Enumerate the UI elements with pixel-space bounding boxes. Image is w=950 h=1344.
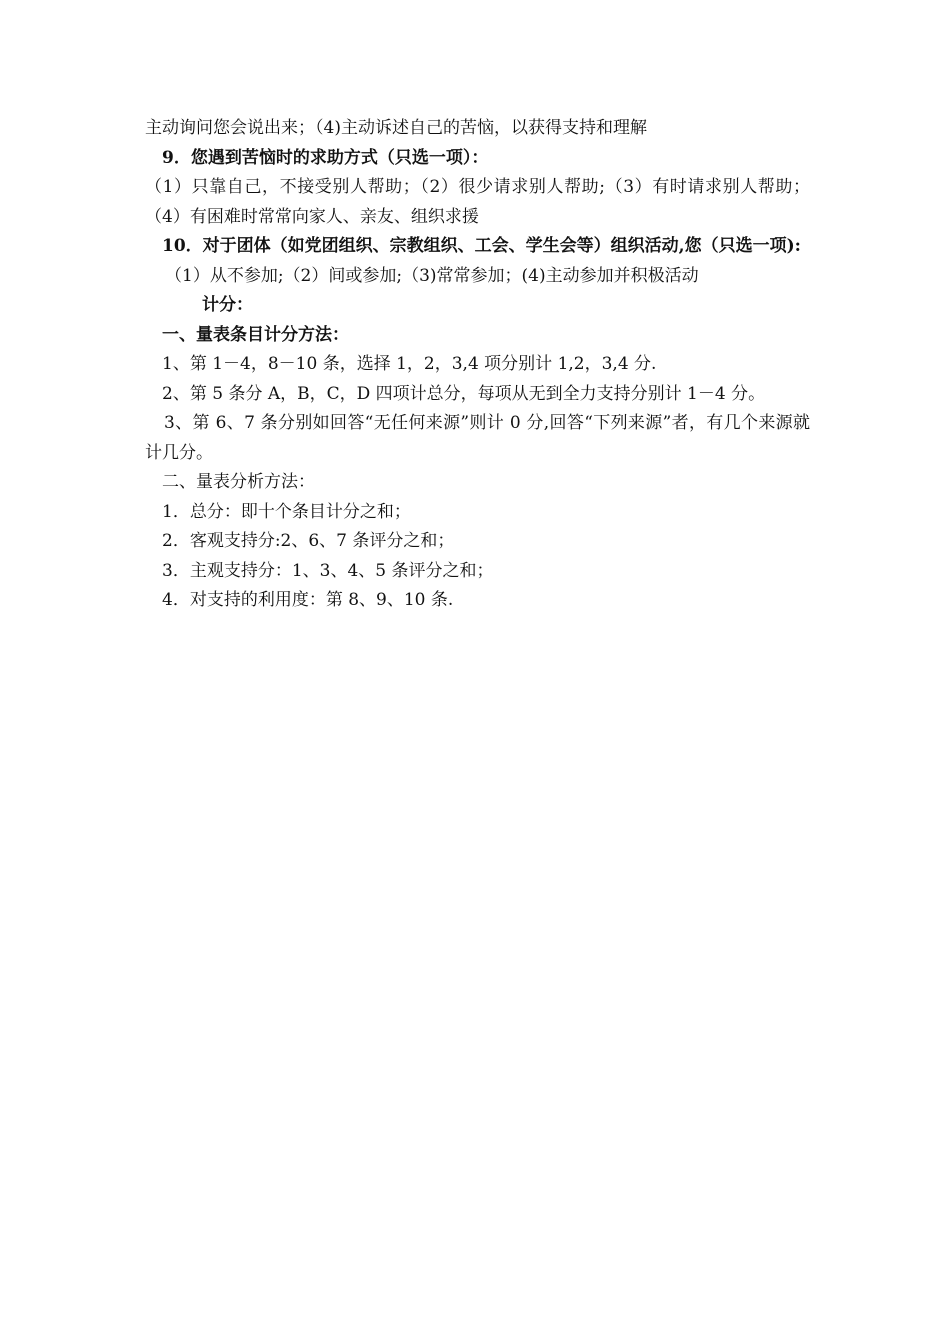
section-1-item: 1、第 1－4，8－10 条，选择 1，2，3,4 项分别计 1,2，3,4 分. [162,354,657,374]
section-1-item: 2、第 5 条分 A，B，C，D 四项计总分，每项从无到全力支持分别计 1－4 分。 [162,383,766,404]
question-10-title: 10．对于团体（如党团组织、宗教组织、工会、学生会等）组织活动,您（只选一项): [162,236,801,256]
section-2-item: 2．客观支持分:2、6、7 条评分之和； [162,531,455,551]
section-1-title: 一、量表条目计分方法： [162,324,349,345]
question-9-options: （1）只靠自己，不接受别人帮助；（2）很少请求别人帮助;（3）有时请求别人帮助；（4）有困难时常常向家人、亲友、组织求援 [145,177,810,227]
question-9-title: 9．您遇到苦恼时的求助方式（只选一项）： [162,147,489,168]
question-10-options: （1）从不参加;（2）间或参加;（3)常常参加；(4)主动参加并积极活动 [165,265,699,286]
section-2-item: 1．总分：即十个条目计分之和； [162,501,411,522]
document-body [145,114,810,616]
section-2-title: 二、量表分析方法： [162,472,315,492]
section-2-item: 4．对支持的利用度：第 8、9、10 条. [162,590,454,610]
q8-option-continuation: 主动询问您会说出来；（4)主动诉述自己的苦恼，以获得支持和理解 [145,118,647,138]
section-1-item: 3、第 6、7 条分别如回答“无任何来源”则计 0 分,回答“下列来源”者，有几个来源就计几分。 [145,413,810,463]
scoring-label: 计分： [202,295,253,315]
section-2-item: 3．主观支持分：1、3、4、5 条评分之和； [162,560,494,581]
